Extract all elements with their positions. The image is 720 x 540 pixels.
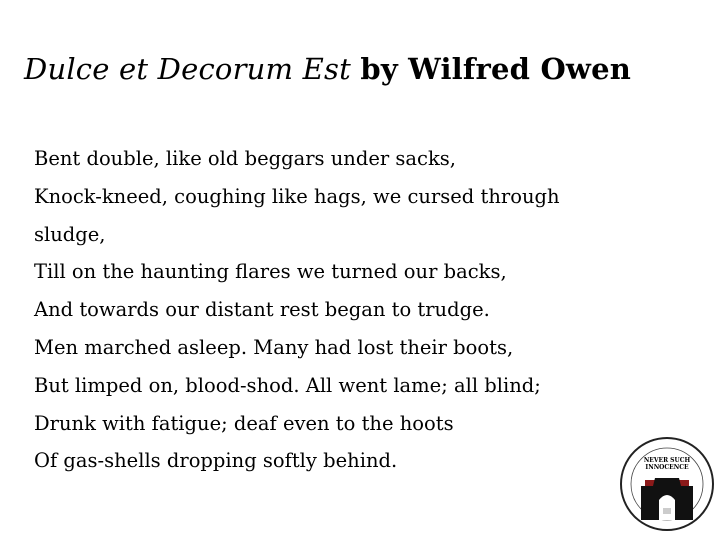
never-such-innocence-logo	[619, 436, 715, 532]
poem-text	[34, 140, 560, 480]
poem-line: Knock-kneed, coughing like hags, we cursed through	[34, 184, 560, 208]
poem-line: Men marched asleep. Many had lost their boots,	[34, 335, 514, 359]
poem-line: sludge,	[34, 222, 106, 246]
poem-line: But limped on, blood-shod. All went lame; all blind;	[34, 373, 541, 397]
logo-text-1: NEVER SUCH	[643, 457, 691, 464]
logo-text-2: INNOCENCE	[645, 464, 689, 471]
poem-title: Dulce et Decorum Est	[24, 52, 351, 86]
poem-line: Drunk with fatigue; deaf even to the hoots	[34, 411, 454, 435]
poem-line: And towards our distant rest began to trudge.	[34, 298, 490, 322]
poem-line: Bent double, like old beggars under sacks,	[34, 147, 456, 170]
poem-author: by Wilfred Owen	[360, 52, 632, 86]
slide-title	[24, 52, 631, 86]
poem-line: Of gas-shells dropping softly behind.	[34, 449, 398, 473]
poem-line: Till on the haunting flares we turned our backs,	[34, 260, 507, 284]
